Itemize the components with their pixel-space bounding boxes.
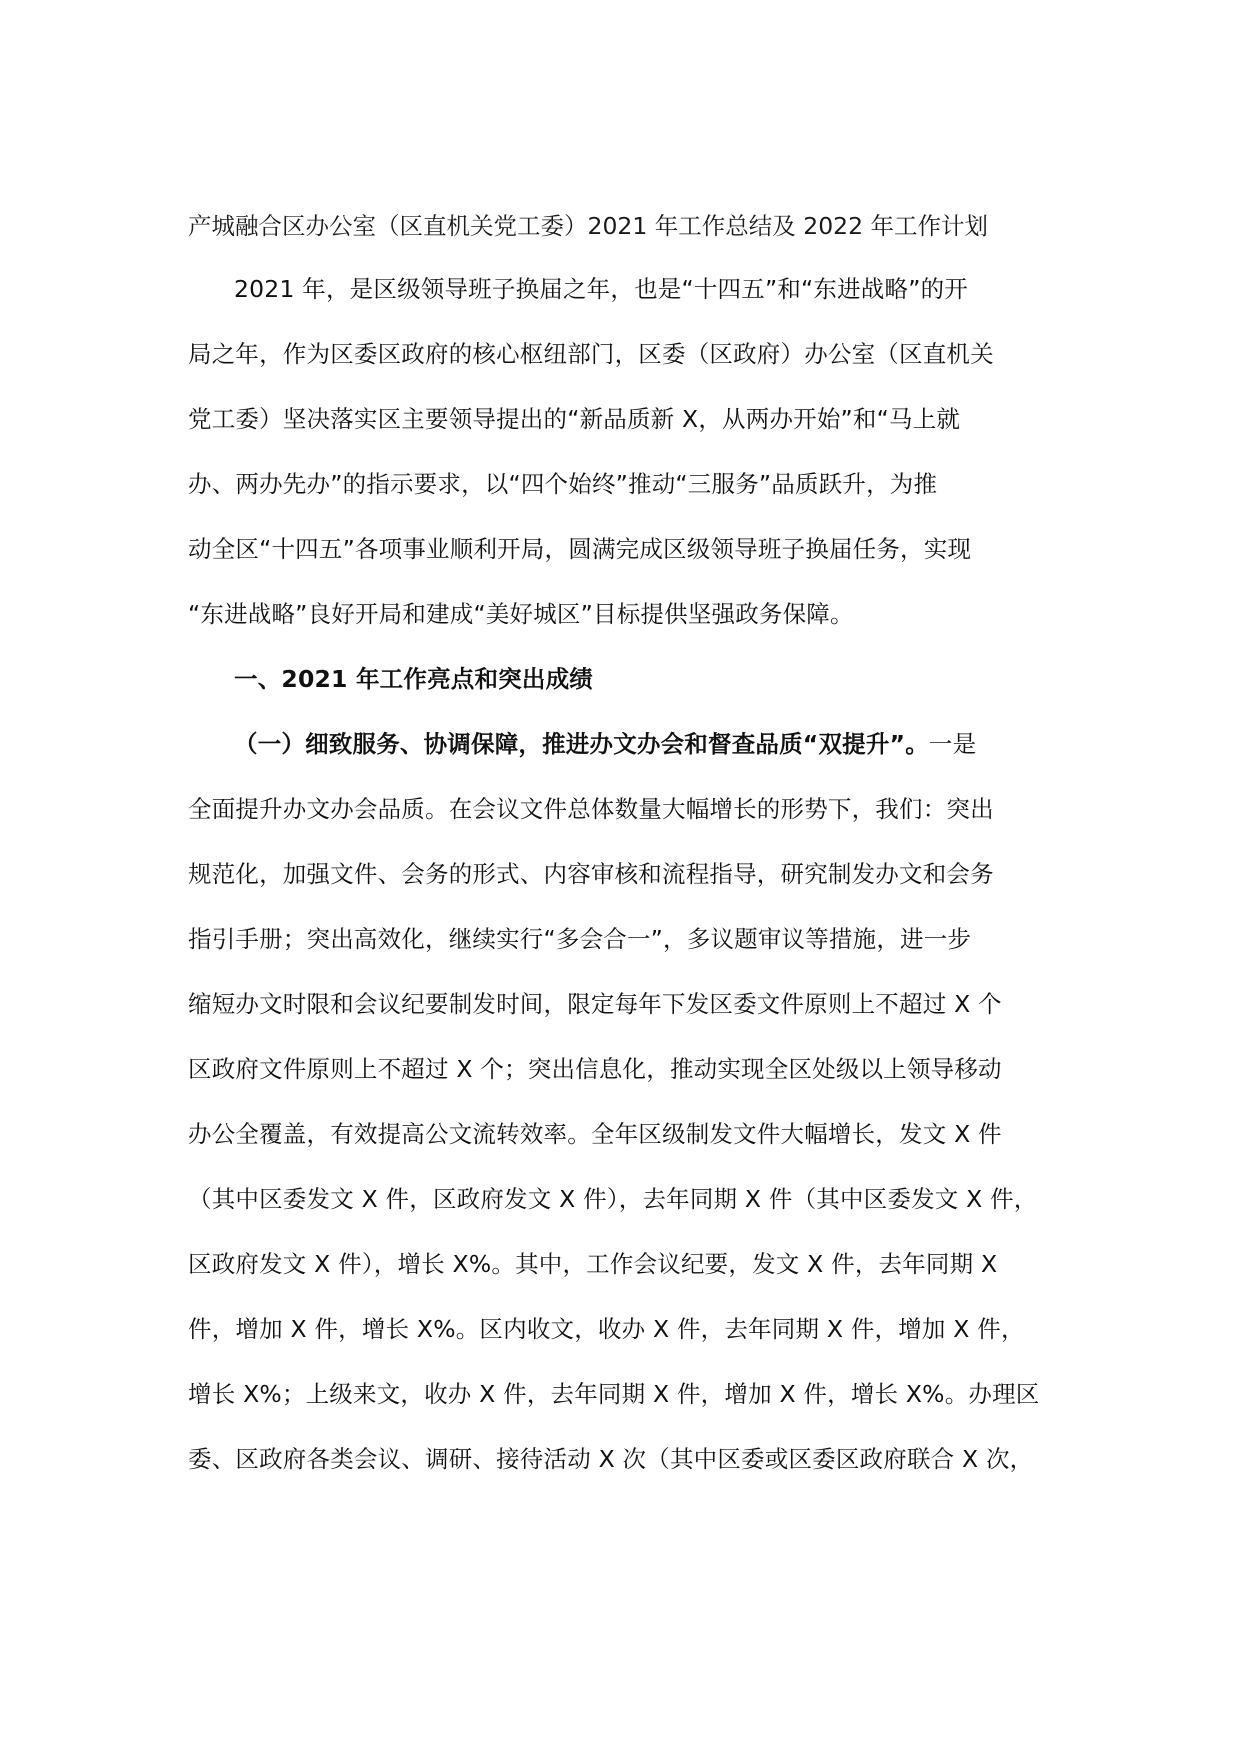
intro-line: 动全区“十四五”各项事业顺利开局，圆满完成区级领导班子换届任务，实现	[188, 535, 972, 563]
paragraph-line: 规范化，加强文件、会务的形式、内容审核和流程指导，研究制发办文和会务	[188, 860, 994, 888]
document-body	[188, 257, 1074, 1492]
subsection-heading: （一）细致服务、协调保障，推进办文办会和督查品质“双提升”。	[234, 730, 929, 758]
subsection-heading-line	[188, 712, 1074, 777]
paragraph-line: 区政府发文 X 件），增长 X%。其中，工作会议纪要，发文 X 件，去年同期 X	[188, 1250, 998, 1278]
paragraph-line: 办公全覆盖，有效提高公文流转效率。全年区级制发文件大幅增长，发文 X 件	[188, 1120, 1002, 1148]
paragraph-line: 全面提升办文办会品质。在会议文件总体数量大幅增长的形势下，我们：突出	[188, 795, 994, 823]
paragraph-line: 指引手册；突出高效化，继续实行“多会合一”，多议题审议等措施，进一步	[188, 925, 972, 953]
paragraph-line: 件，增加 X 件，增长 X%。区内收文，收办 X 件，去年同期 X 件，增加 X 件，	[188, 1315, 1025, 1343]
paragraph-line: 缩短办文时限和会议纪要制发时间，限定每年下发区委文件原则上不超过 X 个	[188, 990, 1002, 1018]
intro-line: 局之年，作为区委区政府的核心枢纽部门，区委（区政府）办公室（区直机关	[188, 340, 994, 368]
paragraph-line: 区政府文件原则上不超过 X 个；突出信息化，推动实现全区处级以上领导移动	[188, 1055, 1002, 1083]
subsection-heading-rest: 一是	[928, 730, 977, 758]
paragraph-line: 增长 X%；上级来文，收办 X 件，去年同期 X 件，增加 X 件，增长 X%。办理区	[188, 1380, 1040, 1408]
intro-line: 党工委）坚决落实区主要领导提出的“新品质新 X，从两办开始”和“马上就	[188, 405, 961, 433]
paragraph-line: 委、区政府各类会议、调研、接待活动 X 次（其中区委或区委区政府联合 X 次，	[188, 1445, 1034, 1473]
intro-line: 2021 年，是区级领导班子换届之年，也是“十四五”和“东进战略”的开	[234, 275, 968, 303]
document-title: 产城融合区办公室（区直机关党工委）2021 年工作总结及 2022 年工作计划	[188, 212, 989, 240]
paragraph-line: （其中区委发文 X 件，区政府发文 X 件），去年同期 X 件（其中区委发文 X 件，	[188, 1185, 1038, 1213]
intro-line: “东进战略”良好开局和建成“美好城区”目标提供坚强政务保障。	[188, 600, 854, 628]
section-heading: 一、2021 年工作亮点和突出成绩	[234, 665, 593, 693]
intro-line: 办、两办先办”的指示要求，以“四个始终”推动“三服务”品质跃升，为推	[188, 470, 938, 498]
